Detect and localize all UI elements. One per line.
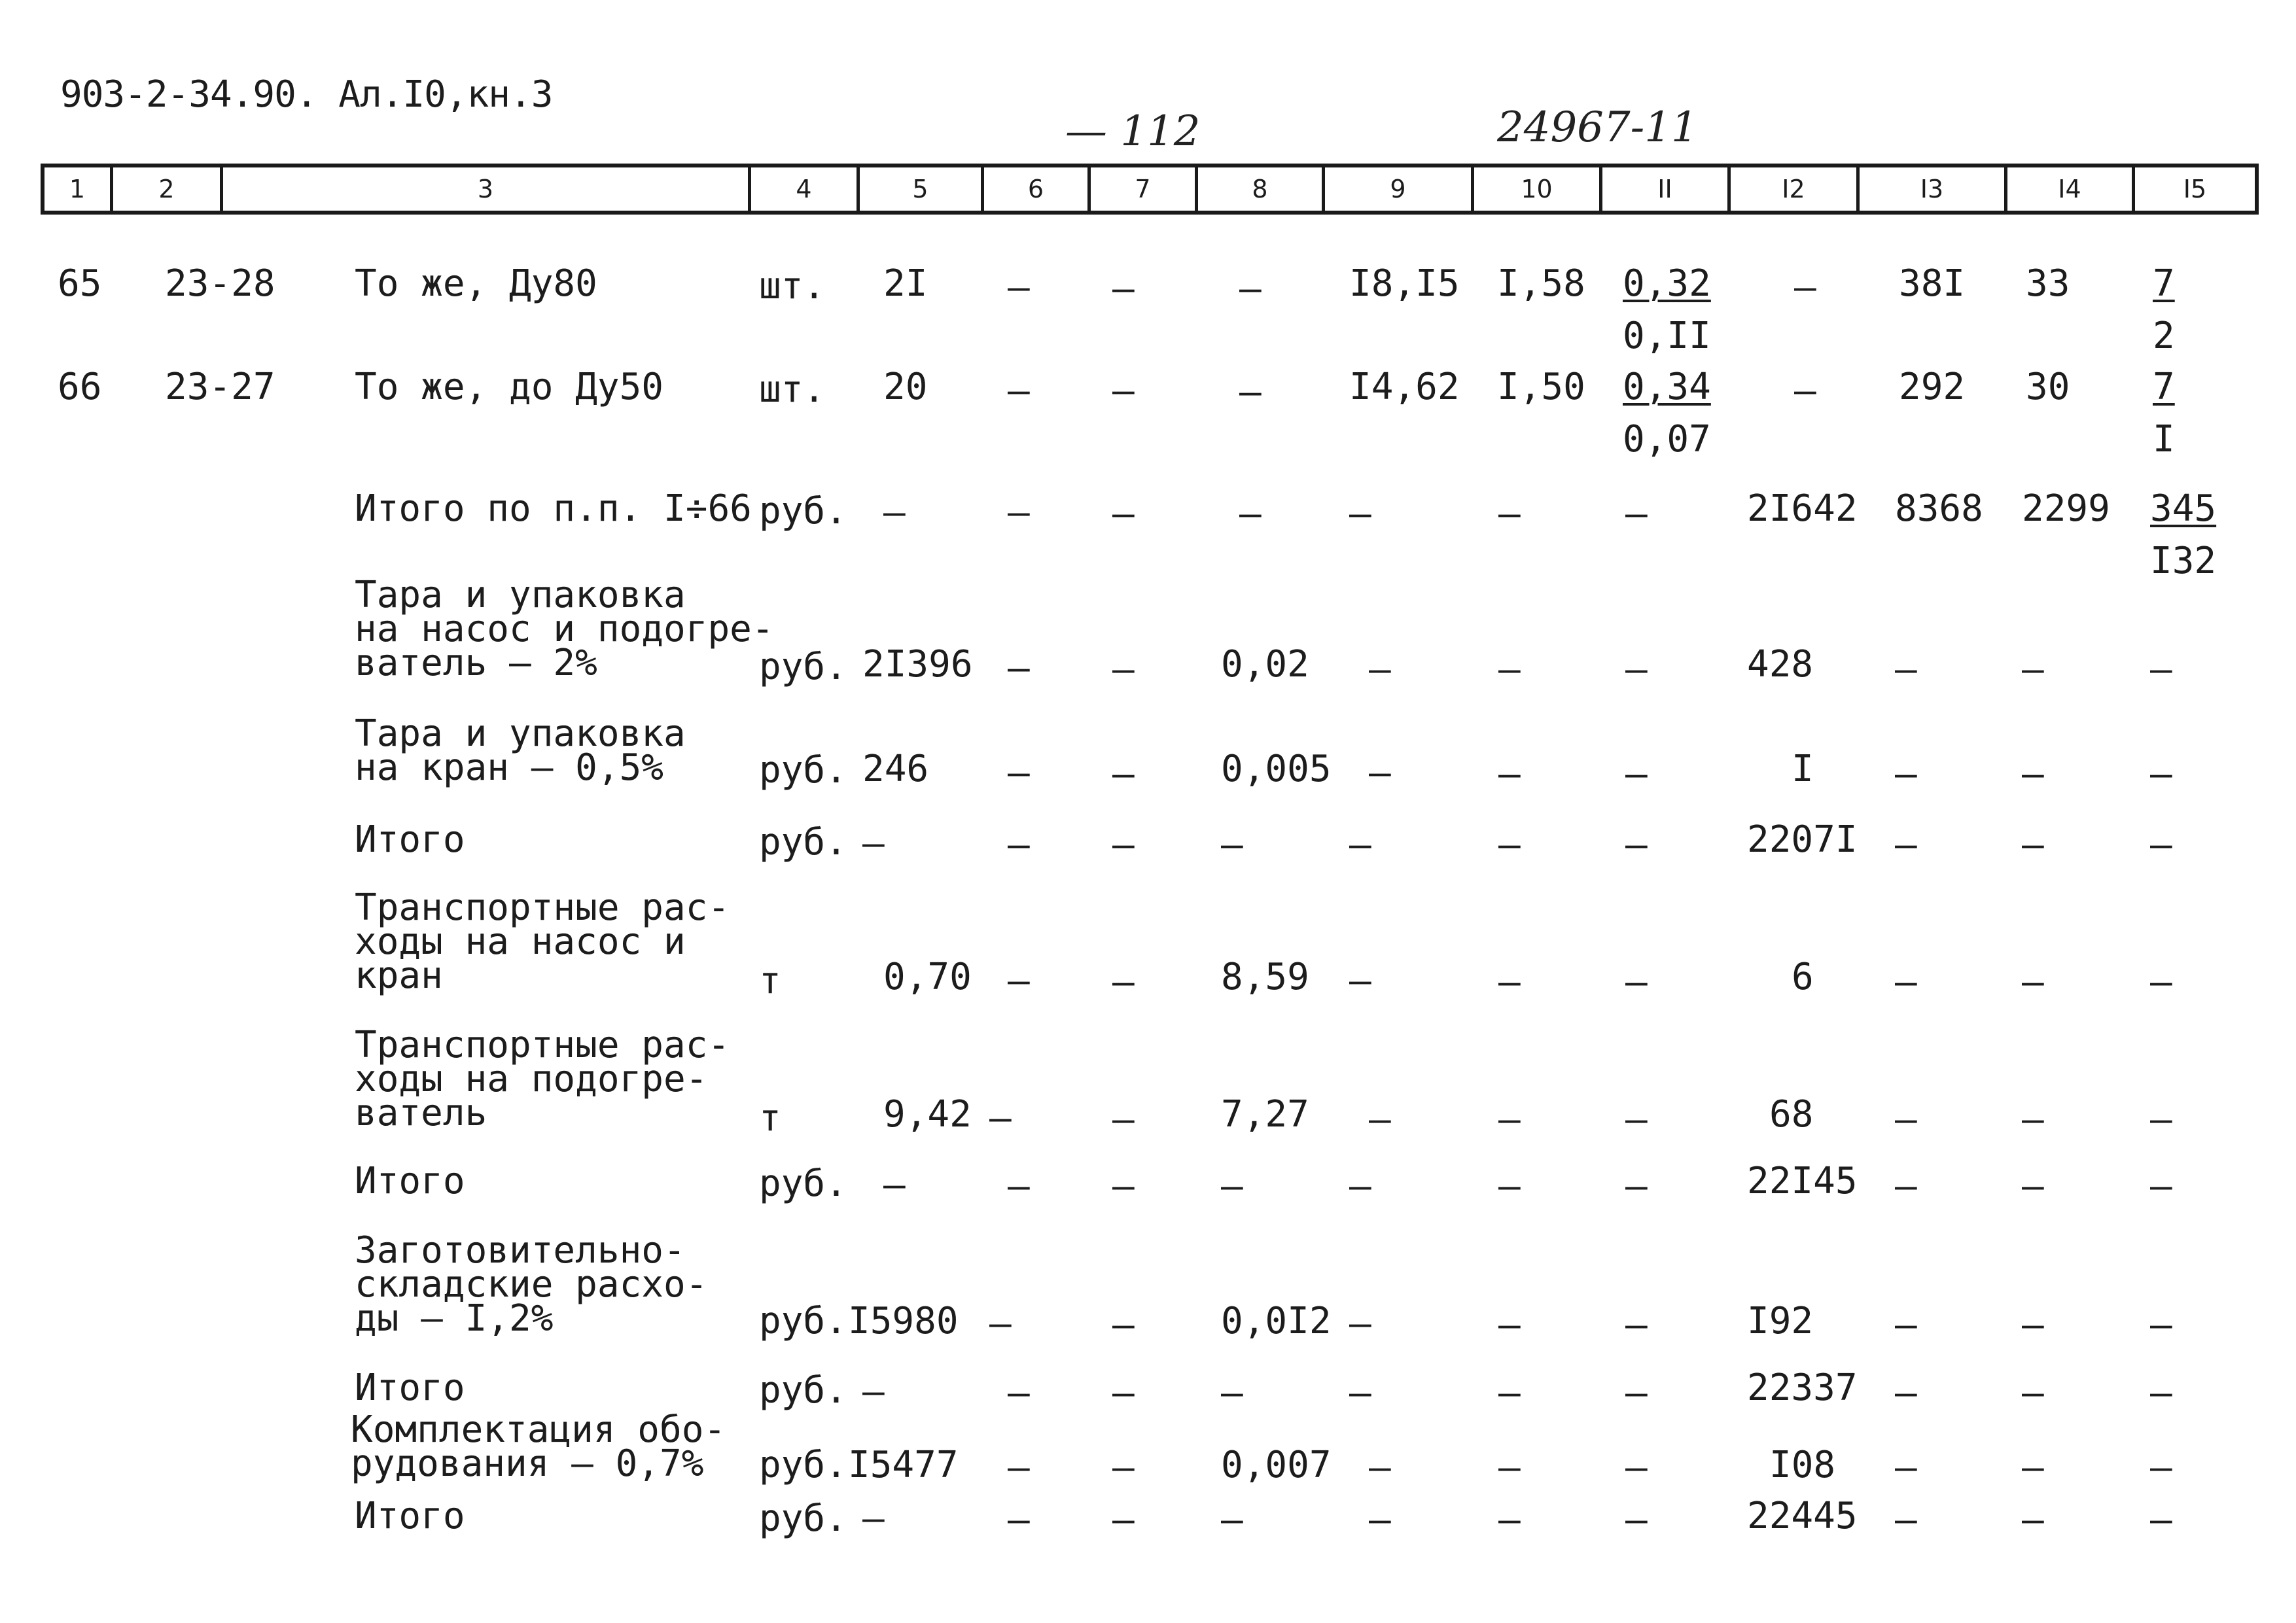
- cell-col9: –: [1369, 752, 1391, 794]
- col-header-14: I4: [2007, 167, 2135, 211]
- cell-col10: –: [1498, 648, 1521, 691]
- cell-col14: –: [2022, 1446, 2044, 1489]
- cell-col15: –: [2150, 1098, 2172, 1141]
- cell-col15: –: [2150, 1499, 2172, 1541]
- cell-code: 23-27: [165, 366, 275, 408]
- cell-col9: –: [1369, 1499, 1391, 1541]
- cell-col8: 0,02: [1221, 643, 1309, 686]
- cell-col11: –: [1625, 493, 1648, 535]
- cell-col10: I,58: [1497, 262, 1585, 305]
- col-header-12: I2: [1731, 167, 1860, 211]
- cell-col15-bottom: I: [2153, 418, 2175, 461]
- cell-col10: I,50: [1497, 366, 1585, 408]
- cell-col7: –: [1112, 753, 1135, 795]
- col-header-8: 8: [1198, 167, 1325, 211]
- cell-col12: 22I45: [1747, 1160, 1858, 1202]
- cell-col10: –: [1498, 961, 1521, 1003]
- cell-col6: –: [989, 1302, 1012, 1345]
- cell-col14: –: [2022, 1165, 2044, 1208]
- cell-col12: 68: [1769, 1093, 1814, 1136]
- cell-unit: руб.: [759, 821, 847, 864]
- cell-description: То же, до Ду50: [355, 366, 664, 408]
- cell-col8: –: [1221, 1372, 1243, 1414]
- cell-description: То же, Ду80: [355, 262, 597, 305]
- cell-col13: 38I: [1899, 262, 1966, 305]
- col-header-3: 3: [223, 167, 751, 211]
- cell-col6: –: [1008, 752, 1030, 794]
- cell-col9: –: [1349, 1302, 1371, 1345]
- cell-col6: –: [1008, 647, 1030, 689]
- cell-description: Транспортные рас- ходы на насос и кран: [355, 886, 730, 997]
- cell-col12: –: [1794, 370, 1816, 412]
- cell-description: Заготовительно- складские расхо- ды – I,2%: [355, 1229, 708, 1340]
- cell-col9: –: [1349, 493, 1371, 535]
- cell-col6: –: [1008, 370, 1030, 412]
- cell-col15: –: [2150, 648, 2172, 691]
- cell-col6: –: [1008, 960, 1030, 1002]
- cell-col9: –: [1349, 1372, 1371, 1414]
- cell-col6: –: [1008, 1446, 1030, 1489]
- cell-col14: –: [2022, 1098, 2044, 1141]
- cell-col13: –: [1895, 1165, 1917, 1208]
- cell-col13: –: [1895, 961, 1917, 1003]
- cell-col8: –: [1239, 371, 1262, 413]
- cell-col6: –: [1008, 1499, 1030, 1541]
- col-header-5: 5: [860, 167, 984, 211]
- cell-col7: –: [1112, 648, 1135, 691]
- cell-col8: –: [1221, 1499, 1243, 1541]
- cell-col5: 246: [862, 748, 929, 790]
- cell-col14: –: [2022, 753, 2044, 795]
- cell-number: 66: [58, 366, 102, 408]
- cell-col10: –: [1498, 1304, 1521, 1346]
- cell-col14: –: [2022, 1372, 2044, 1414]
- cell-col5: I5477: [848, 1444, 959, 1486]
- cell-col15-top: 7: [2153, 366, 2175, 408]
- cell-col8: –: [1221, 1165, 1243, 1208]
- cell-col15-top: 345: [2150, 487, 2217, 530]
- cell-col8: 0,007: [1221, 1444, 1332, 1486]
- col-header-7: 7: [1091, 167, 1198, 211]
- col-header-11: II: [1602, 167, 1731, 211]
- cell-col7: –: [1112, 1499, 1135, 1541]
- cell-col13: –: [1895, 824, 1917, 866]
- cell-col10: –: [1498, 1372, 1521, 1414]
- cell-col9: –: [1349, 824, 1371, 866]
- cell-col13: –: [1895, 1446, 1917, 1489]
- cell-col13: –: [1895, 1499, 1917, 1541]
- cell-col5: 0,70: [883, 956, 972, 998]
- cell-col15: –: [2150, 1446, 2172, 1489]
- cell-description: Итого: [355, 1367, 465, 1409]
- cell-col12: 22337: [1747, 1367, 1858, 1409]
- cell-col9: I8,I5: [1349, 262, 1460, 305]
- cell-code: 23-28: [165, 262, 275, 305]
- cell-col8: 0,0I2: [1221, 1300, 1332, 1342]
- cell-col10: –: [1498, 753, 1521, 795]
- cell-col15: –: [2150, 1304, 2172, 1346]
- cell-col13: –: [1895, 1098, 1917, 1141]
- cell-col8: 0,005: [1221, 748, 1332, 790]
- cell-unit: шт.: [759, 368, 826, 411]
- cell-col5: 9,42: [883, 1093, 972, 1136]
- cell-col14: –: [2022, 1499, 2044, 1541]
- cell-col15-top: 7: [2153, 262, 2175, 305]
- cell-col8: 8,59: [1221, 956, 1309, 998]
- cell-col11: –: [1625, 753, 1648, 795]
- cell-col13: 292: [1899, 366, 1966, 408]
- cell-col14: –: [2022, 648, 2044, 691]
- cell-description: Итого: [355, 1160, 465, 1202]
- cell-unit: шт.: [759, 265, 826, 307]
- col-header-2: 2: [113, 167, 223, 211]
- cell-col12: 2I642: [1747, 487, 1858, 530]
- cell-col9: –: [1369, 1446, 1391, 1489]
- cell-col10: –: [1498, 824, 1521, 866]
- cell-col15: –: [2150, 961, 2172, 1003]
- cell-col11: –: [1625, 1165, 1648, 1208]
- cell-col5: –: [862, 1370, 885, 1413]
- page-number: — 112: [1065, 107, 1201, 156]
- cell-col11: –: [1625, 1499, 1648, 1541]
- cell-col10: –: [1498, 1165, 1521, 1208]
- cell-col12: I: [1792, 748, 1814, 790]
- cell-col12: –: [1794, 266, 1816, 309]
- column-header-row: [41, 164, 2259, 215]
- cell-col12: I08: [1769, 1444, 1836, 1486]
- cell-col9: –: [1369, 648, 1391, 691]
- cell-col15-bottom: 2: [2153, 315, 2175, 357]
- cell-unit: руб.: [759, 1300, 847, 1342]
- cell-col14: 2299: [2022, 487, 2110, 530]
- cell-col9: –: [1349, 1165, 1371, 1208]
- cell-col7: –: [1112, 1304, 1135, 1346]
- cell-unit: т: [759, 960, 781, 1002]
- cell-col12: 22445: [1747, 1495, 1858, 1537]
- cell-col7: –: [1112, 1372, 1135, 1414]
- cell-col11-top: 0,34: [1623, 366, 1711, 408]
- cell-unit: руб.: [759, 1162, 847, 1205]
- col-header-9: 9: [1325, 167, 1474, 211]
- cell-col5: 20: [883, 366, 928, 408]
- cell-description: Итого по п.п. I÷66: [355, 487, 752, 530]
- cell-col5: 2I: [883, 262, 928, 305]
- cell-col5: I5980: [848, 1300, 959, 1342]
- cell-description: Тара и упаковка на насос и подогре- ватель – 2%: [355, 574, 774, 684]
- doc-code: 903-2-34.90. Ал.I0,кн.3: [60, 73, 553, 116]
- cell-col5: –: [862, 1497, 885, 1540]
- cell-col14: –: [2022, 1304, 2044, 1346]
- col-header-15: I5: [2183, 175, 2207, 203]
- cell-description: Тара и упаковка на кран – 0,5%: [355, 712, 686, 789]
- document-number: 24967-11: [1497, 103, 1698, 152]
- cell-col7: –: [1112, 961, 1135, 1003]
- cell-col11-top: 0,32: [1623, 262, 1711, 305]
- cell-number: 65: [58, 262, 102, 305]
- cell-col7: –: [1112, 824, 1135, 866]
- cell-col12: 2207I: [1747, 818, 1858, 861]
- cell-col6: –: [1008, 491, 1030, 534]
- cell-col14: 30: [2026, 366, 2070, 408]
- cell-col15: –: [2150, 824, 2172, 866]
- cell-col7: –: [1112, 1446, 1135, 1489]
- cell-col12: 428: [1747, 643, 1814, 686]
- cell-col11: –: [1625, 1372, 1648, 1414]
- cell-col12: I92: [1747, 1300, 1814, 1342]
- cell-col6: –: [1008, 824, 1030, 866]
- cell-description: Итого: [355, 1495, 465, 1537]
- cell-col11: –: [1625, 648, 1648, 691]
- cell-col13: –: [1895, 1304, 1917, 1346]
- cell-col6: –: [1008, 1165, 1030, 1208]
- cell-col7: –: [1112, 1098, 1135, 1141]
- col-header-6: 6: [984, 167, 1091, 211]
- cell-col11: –: [1625, 1446, 1648, 1489]
- cell-unit: руб.: [759, 1369, 847, 1412]
- cell-col8: –: [1239, 493, 1262, 535]
- cell-col8: 7,27: [1221, 1093, 1309, 1136]
- cell-col6: –: [1008, 266, 1030, 309]
- col-header-4: 4: [751, 167, 860, 211]
- cell-col6: –: [1008, 1372, 1030, 1414]
- cell-col15: –: [2150, 1165, 2172, 1208]
- cell-col7: –: [1112, 370, 1135, 412]
- cell-col10: –: [1498, 493, 1521, 535]
- cell-col7: –: [1112, 1165, 1135, 1208]
- cell-col8: –: [1221, 824, 1243, 866]
- cell-unit: руб.: [759, 1497, 847, 1540]
- cell-col5: –: [883, 491, 906, 534]
- cell-col14: 33: [2026, 262, 2070, 305]
- cell-col10: –: [1498, 1446, 1521, 1489]
- cell-unit: руб.: [759, 749, 847, 792]
- cell-col11: –: [1625, 961, 1648, 1003]
- cell-col13: –: [1895, 648, 1917, 691]
- cell-col6: –: [989, 1097, 1012, 1140]
- cell-description: Транспортные рас- ходы на подогре- ватель: [355, 1024, 730, 1134]
- cell-col10: –: [1498, 1499, 1521, 1541]
- cell-col15: –: [2150, 1372, 2172, 1414]
- cell-col11: –: [1625, 1098, 1648, 1141]
- cell-col9: –: [1369, 1098, 1391, 1141]
- cell-col5: –: [883, 1164, 906, 1206]
- cell-unit: руб.: [759, 490, 847, 532]
- cell-col11: –: [1625, 1304, 1648, 1346]
- cell-col13: –: [1895, 753, 1917, 795]
- cell-description: Комплектация обо- рудования – 0,7%: [351, 1408, 726, 1485]
- col-header-13: I3: [1860, 167, 2007, 211]
- cell-col5: –: [862, 822, 885, 865]
- col-header-10: 10: [1474, 167, 1602, 211]
- cell-col8: –: [1239, 268, 1262, 310]
- cell-col12: 6: [1792, 956, 1814, 998]
- cell-col11-bottom: 0,07: [1623, 418, 1711, 461]
- cell-col14: –: [2022, 961, 2044, 1003]
- cell-description: Итого: [355, 818, 465, 861]
- cell-col5: 2I396: [862, 643, 973, 686]
- cell-col13: –: [1895, 1372, 1917, 1414]
- cell-col9: I4,62: [1349, 366, 1460, 408]
- cell-col14: –: [2022, 824, 2044, 866]
- cell-col11-bottom: 0,II: [1623, 315, 1711, 357]
- cell-unit: руб.: [759, 1444, 847, 1486]
- cell-col15-bottom: I32: [2150, 540, 2217, 582]
- cell-col10: –: [1498, 1098, 1521, 1141]
- col-header-1: 1: [44, 167, 113, 211]
- cell-col13: 8368: [1895, 487, 1983, 530]
- cell-col15: –: [2150, 753, 2172, 795]
- cell-unit: руб.: [759, 646, 847, 688]
- cell-col7: –: [1112, 268, 1135, 310]
- cell-col11: –: [1625, 824, 1648, 866]
- cell-unit: т: [759, 1097, 781, 1140]
- cell-col7: –: [1112, 493, 1135, 535]
- cell-col9: –: [1349, 960, 1371, 1002]
